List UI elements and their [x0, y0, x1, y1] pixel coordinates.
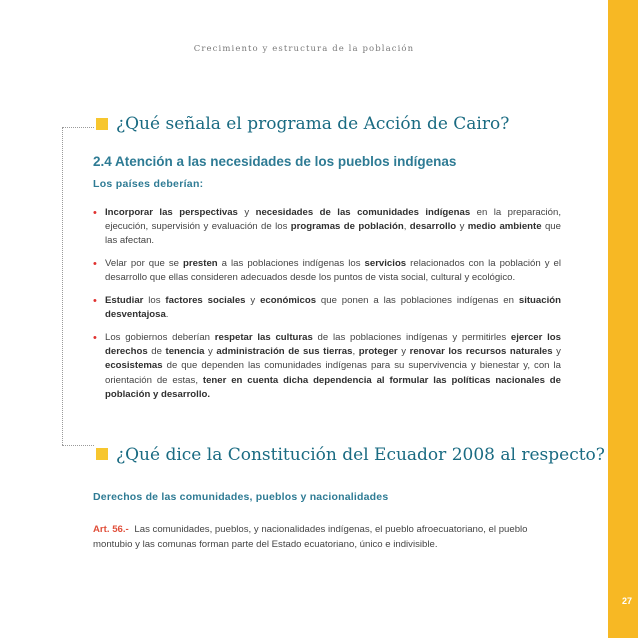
page-number: 27 [621, 596, 632, 606]
list-item [93, 206, 561, 249]
article-text: Las comunidades, pueblos, y nacionalidades indígenas, el pueblo afroecuatoriano, el pueblo montubio y las comunas forman parte del Estado ecuatoriano, único e indivisible. [93, 524, 528, 550]
section-marker-square [96, 118, 108, 130]
section-marker-square [96, 448, 108, 460]
dotted-connector [62, 445, 94, 446]
rights-label: Derechos de las comunidades, pueblos y nacionalidades [93, 491, 389, 503]
side-accent-bar [608, 0, 638, 638]
bullet-icon: • [93, 258, 97, 271]
list-item [93, 257, 561, 285]
section-title-cairo: ¿Qué señala el programa de Acción de Cairo? [116, 114, 510, 134]
list-item [93, 331, 561, 402]
list-item-text: Velar por que se presten a las poblaciones indígenas los servicios relacionados con la población y el desarrollo que ellas consideren adecuados desde los puntos de vista social, cultural y ecológico. [105, 258, 561, 284]
bullet-icon: • [93, 207, 97, 219]
recommendations-list [93, 206, 561, 410]
dotted-connector [62, 127, 94, 128]
article-number: Art. 56.- [93, 524, 129, 535]
running-header: Crecimiento y estructura de la población [193, 44, 415, 54]
list-item-text: Incorporar las perspectivas y necesidades de las comunidades indígenas en la preparación, ejecución, supervisión y evaluación de los programas de población, desarrollo y medio ambiente que las afectan. [105, 207, 561, 247]
dotted-vertical-rule [62, 127, 63, 445]
bullet-icon: • [93, 295, 97, 308]
intro-label: Los países deberían: [93, 178, 204, 190]
article-paragraph [93, 522, 563, 552]
bullet-icon: • [93, 331, 97, 344]
subsection-title: 2.4 Atención a las necesidades de los pueblos indígenas [93, 154, 457, 169]
list-item-text: Estudiar los factores sociales y económicos que ponen a las poblaciones indígenas en situación desventajosa. [105, 295, 561, 321]
list-item [93, 294, 561, 322]
section-title-constitution: ¿Qué dice la Constitución del Ecuador 2008 al respecto? [116, 445, 605, 465]
list-item-text: Los gobiernos deberían respetar las culturas de las poblaciones indígenas y permitirles ejercer los derechos de tenencia y administración de sus tierras, proteger y renovar los recursos naturales y ecosistemas de que dependen las comunidades indígenas para su supervivencia y bienestar y, con la orientación de estas, tener en cuenta dicha dependencia al formular las políticas nacionales de población y desarrollo. [105, 331, 561, 400]
